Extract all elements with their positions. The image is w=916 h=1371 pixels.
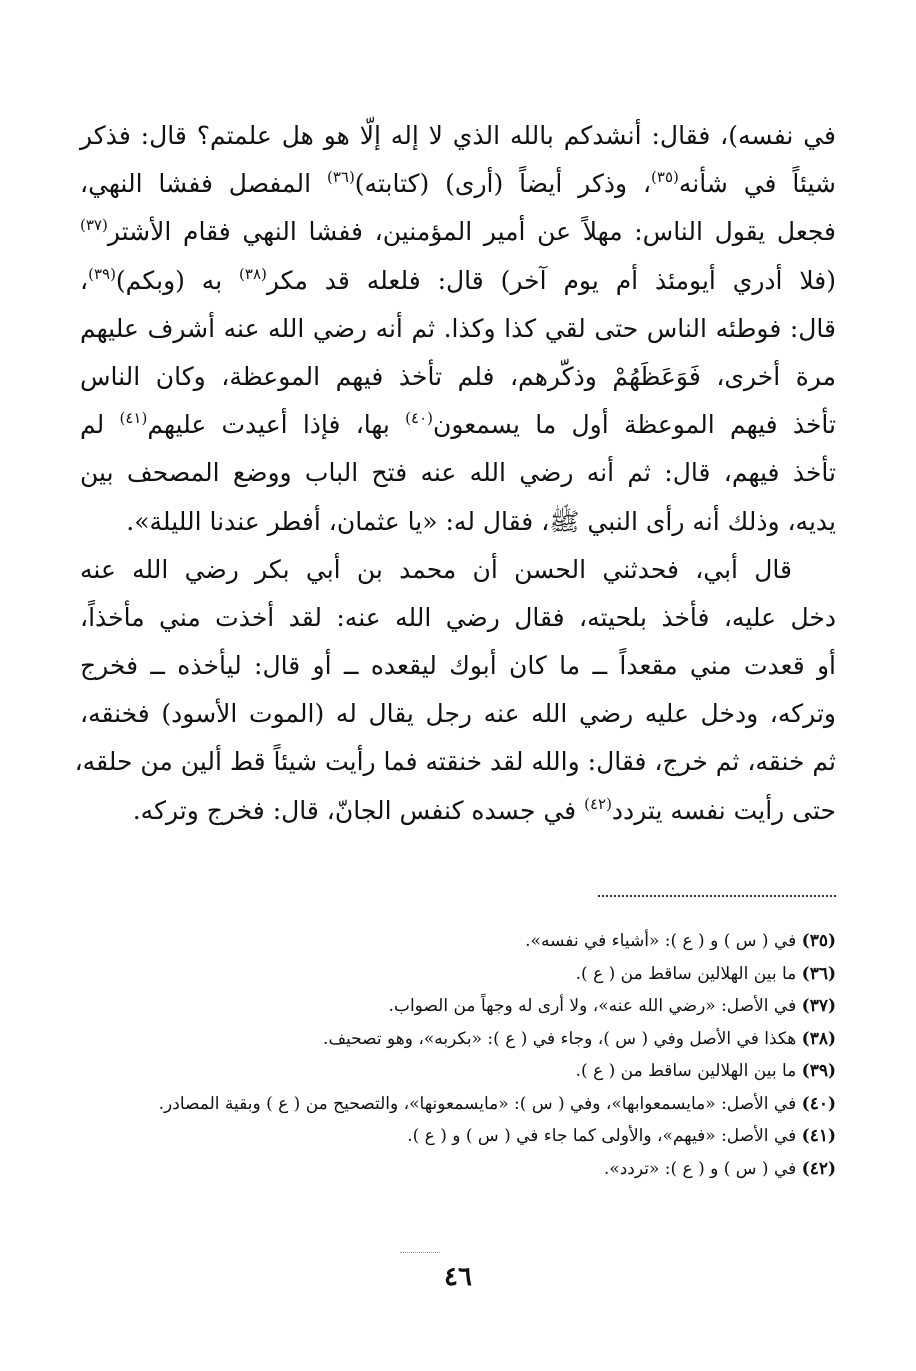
footnote-ref: (٤٢) [584, 794, 612, 813]
text-run: لم [80, 410, 120, 440]
text-run: به (وبكم) [115, 265, 240, 295]
footnote-text: في الأصل: «فيهم»، والأولى كما جاء في ( س ) و ( ع ). [407, 1126, 802, 1146]
footnote [96, 1120, 836, 1153]
text-line [80, 257, 836, 305]
text-run: بها، فإذا أعيدت عليهم [147, 410, 406, 440]
footnote-ref: (٣٨) [239, 264, 267, 283]
text-run: مرة أخرى، فَوَعَظَهُمْ وذكّرهم، فلم تأخذ فيهم الموعظة، وكان الناس [80, 361, 836, 391]
footnote-text: هكذا في الأصل وفي ( س )، وجاء في ( ع ): «بكربه»، وهو تصحيف. [323, 1028, 802, 1049]
footnote-separator [598, 895, 836, 897]
text-run: ، وذكر أيضاً (أرى) (كتابته) [354, 169, 652, 199]
text-run: دخل عليه، فأخذ بلحيته، فقال رضي الله عنه: لقد أخذت مني مأخذاً، [80, 602, 836, 632]
footnote-ref: (٣٦) [326, 168, 355, 187]
footnote-ref: (٤١) [119, 409, 148, 428]
text-run: ، [80, 265, 89, 295]
footnote-number: (٤٢) [801, 1158, 836, 1179]
main-text [74, 112, 837, 835]
text-run: وتركه، ودخل عليه رضي الله عنه رجل يقال له (الموت الأسود) فخنقه، [80, 699, 836, 729]
footnote-text: ما بين الهلالين ساقط من ( ع ). [575, 1061, 802, 1081]
footnotes [96, 925, 836, 1185]
footnote [96, 1088, 836, 1121]
footnote-number: (٣٨) [801, 1028, 836, 1049]
footnote-text: في الأصل: «رضي الله عنه»، ولا أرى له وجهاً من الصواب. [388, 996, 802, 1016]
footnote [96, 958, 836, 991]
text-line [80, 449, 836, 497]
text-run: يديه، وذلك أنه رأى النبي ﷺ، فقال له: «يا عثمان، أفطر عندنا الليلة». [126, 506, 836, 536]
text-line [80, 353, 836, 401]
text-run: تأخذ فيهم، قال: ثم أنه رضي الله عنه فتح الباب ووضع المصحف بين [80, 458, 836, 488]
footnote [96, 1153, 836, 1186]
footnote-number: (٤١) [801, 1126, 836, 1146]
footnote-text: في ( س ) و ( ع ): «تردد». [603, 1158, 802, 1179]
text-line [80, 594, 836, 642]
text-run: ثم خنقه، ثم خرج، فقال: والله لقد خنقته فما رأيت شيئاً قط ألين من حلقه، [74, 747, 836, 777]
footnote-ref: (٤٠) [405, 409, 433, 428]
text-line [80, 401, 836, 449]
text-line [80, 305, 836, 353]
page-number-rule [400, 1252, 440, 1253]
text-line [80, 498, 836, 546]
text-line [80, 787, 836, 835]
footnote-number: (٣٧) [801, 996, 836, 1016]
text-line [80, 160, 836, 208]
text-line [80, 208, 836, 256]
text-line [80, 690, 836, 738]
footnote-number: (٣٩) [801, 1061, 836, 1081]
footnote [96, 990, 836, 1023]
footnote-ref: (٣٩) [88, 264, 116, 283]
text-line [74, 738, 836, 786]
text-line [80, 112, 836, 160]
page-number: ٤٦ [444, 1262, 472, 1292]
footnote-number: (٣٦) [801, 963, 836, 984]
text-run: أو قعدت مني مقعداً ــ ما كان أبوك ليقعده ــ أو قال: ليأخذه ــ فخرج [80, 651, 836, 681]
text-run: تأخذ فيهم الموعظة أول ما يسمعون [432, 410, 837, 440]
text-run: قال: فوطئه الناس حتى لقي كذا وكذا. ثم أنه رضي الله عنه أشرف عليهم [80, 313, 836, 343]
text-run: المفصل ففشا النهي، [80, 169, 327, 199]
text-line [80, 546, 836, 594]
footnote [96, 1023, 836, 1056]
text-run: قال أبي، فحدثني الحسن أن محمد بن أبي بكر رضي الله عنه [80, 554, 792, 584]
footnote-text: في ( س ) و ( ع ): «أشياء في نفسه». [525, 931, 802, 951]
text-run: في جسده كنفس الجانّ، قال: فخرج وتركه. [132, 795, 585, 825]
footnote-ref: (٣٥) [651, 168, 679, 187]
footnote-ref: (٣٧) [80, 216, 108, 235]
text-run: فجعل يقول الناس: مهلاً عن أمير المؤمنين، ففشا النهي فقام الأشتر [107, 217, 836, 247]
text-run: شيئاً في شأنه [678, 169, 837, 199]
footnote [96, 925, 836, 958]
footnote-number: (٤٠) [801, 1093, 836, 1114]
footnote-text: ما بين الهلالين ساقط من ( ع ). [575, 963, 802, 984]
text-run: (فلا أدري أيومئذ أم يوم آخر) قال: فلعله قد مكر [266, 265, 836, 295]
footnote-number: (٣٥) [801, 931, 836, 951]
footnote-text: في الأصل: «مايسمعوابها»، وفي ( س ): «مايسمعونها»، والتصحيح من ( ع ) وبقية المصادر. [158, 1093, 802, 1114]
text-line [80, 642, 836, 690]
text-run: حتى رأيت نفسه يتردد [611, 795, 836, 825]
footnote [96, 1055, 836, 1088]
text-run: في نفسه)، فقال: أنشدكم بالله الذي لا إله إلّا هو هل علمتم؟ قال: فذكر [80, 121, 836, 150]
